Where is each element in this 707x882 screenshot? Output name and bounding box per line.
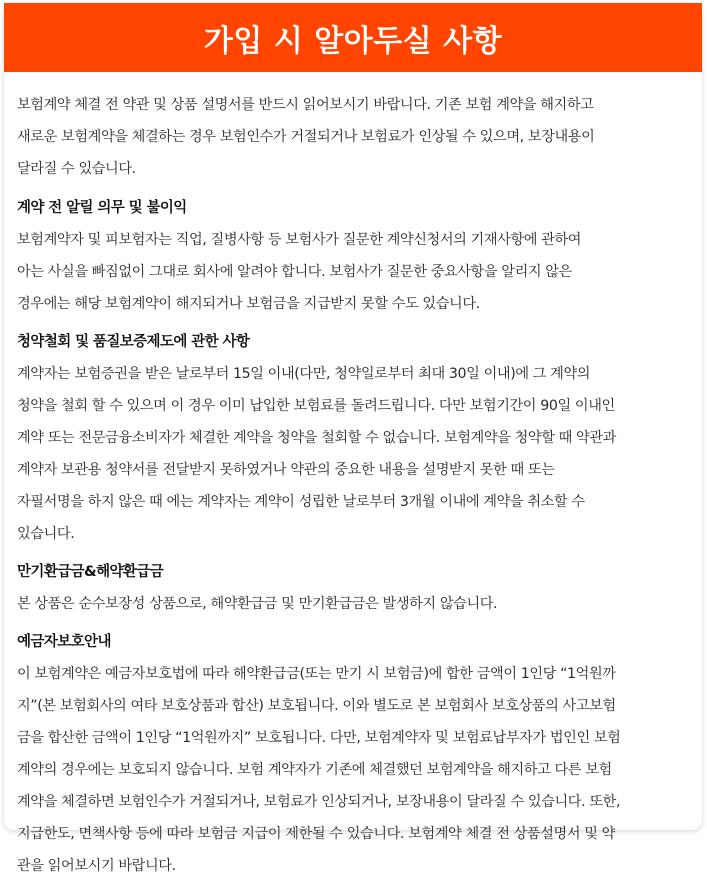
- intro-line: 새로운 보험계약을 체결하는 경우 보험인수가 거절되거나 보험료가 인상될 수 있으며, 보장내용이: [17, 129, 595, 145]
- section-disclosure-duty: [17, 196, 688, 320]
- section-title: 계약 전 알릴 의무 및 불이익: [17, 200, 187, 216]
- section-title: 만기환급금&해약환급금: [17, 564, 164, 580]
- section-title: 청약철회 및 품질보증제도에 관한 사항: [17, 334, 250, 350]
- body-line: 이 보험계약은 예금자보호법에 따라 해약환급금(또는 만기 시 보험금)에 합한 금액이 1인당 “1억원까: [17, 666, 616, 682]
- body-line: 있습니다.: [17, 526, 75, 542]
- body-line: 계약을 체결하면 보험인수가 거절되거나, 보험료가 인상되거나, 보장내용이 달라질 수 있습니다. 또한,: [17, 794, 621, 810]
- section-body: [17, 588, 688, 620]
- page-title: 가입 시 알아두실 사항: [203, 23, 503, 59]
- section-depositor-protection: [17, 630, 688, 882]
- notice-content: [4, 72, 702, 882]
- body-line: 본 상품은 순수보장성 상품으로, 해약환급금 및 만기환급금은 발생하지 않습니다.: [17, 596, 498, 612]
- notice-card: [4, 3, 702, 874]
- intro-paragraph: [17, 89, 688, 185]
- body-line: 계약자는 보험증권을 받은 날로부터 15일 이내(다만, 청약일로부터 최대 30일 이내)에 그 계약의: [17, 366, 591, 382]
- body-line: 계약 또는 전문금융소비자가 체결한 계약을 청약을 철회할 수 없습니다. 보험계약을 청약할 때 약관과: [17, 430, 616, 446]
- body-line: 금을 합산한 금액이 1인당 “1억원까지” 보호됩니다. 다만, 보험계약자 및 보험료납부자가 법인인 보험: [17, 730, 621, 746]
- section-body: [17, 358, 688, 550]
- intro-line: 달라질 수 있습니다.: [17, 161, 136, 177]
- body-line: 지”(본 보험회사의 여타 보호상품과 합산) 보호됩니다. 이와 별도로 본 보험회사 보호상품의 사고보험: [17, 698, 616, 714]
- body-line: 지급한도, 면책사항 등에 따라 보험금 지급이 제한될 수 있습니다. 보험계약 체결 전 상품설명서 및 약: [17, 826, 615, 842]
- body-line: 아는 사실을 빠짐없이 그대로 회사에 알려야 합니다. 보험사가 질문한 중요사항을 알리지 않은: [17, 264, 572, 280]
- section-title: 예금자보호안내: [17, 634, 111, 650]
- section-body: [17, 224, 688, 320]
- body-line: 계약의 경우에는 보호되지 않습니다. 보험 계약자가 기존에 체결했던 보험계약을 해지하고 다른 보험: [17, 762, 612, 778]
- body-line: 보험계약자 및 피보험자는 직업, 질병사항 등 보험사가 질문한 계약신청서의 기재사항에 관하여: [17, 232, 582, 248]
- body-line: 관을 읽어보시기 바랍니다.: [17, 858, 176, 874]
- section-body: [17, 658, 688, 882]
- section-refunds: [17, 560, 688, 620]
- intro-line: 보험계약 체결 전 약관 및 상품 설명서를 반드시 읽어보시기 바랍니다. 기존 보험 계약을 해지하고: [17, 97, 594, 113]
- body-line: 청약을 철회 할 수 있으며 이 경우 이미 납입한 보험료를 돌려드립니다. 다만 보험기간이 90일 이내인: [17, 398, 615, 414]
- section-withdrawal-warranty: [17, 330, 688, 550]
- notice-header: [4, 3, 702, 72]
- body-line: 계약자 보관용 청약서를 전달받지 못하였거나 약관의 중요한 내용을 설명받지 못한 때 또는: [17, 462, 555, 478]
- body-line: 자필서명을 하지 않은 때 에는 계약자는 계약이 성립한 날로부터 3개월 이내에 계약을 취소할 수: [17, 494, 585, 510]
- body-line: 경우에는 해당 보험계약이 해지되거나 보험금을 지급받지 못할 수도 있습니다.: [17, 296, 480, 312]
